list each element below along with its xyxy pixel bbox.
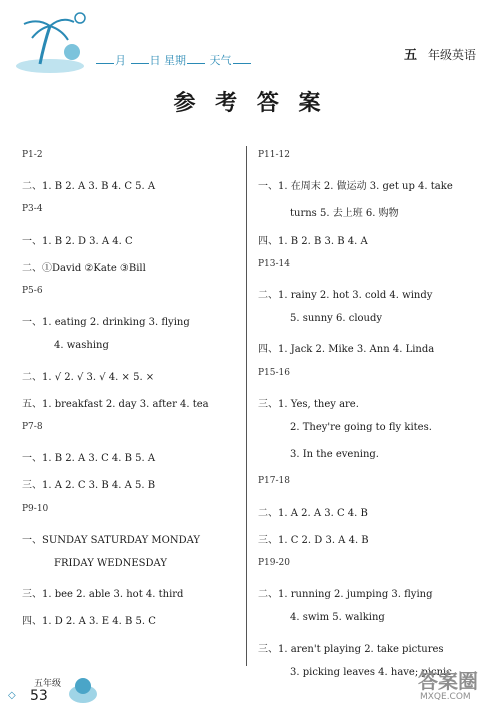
answer-line: 三、1. A 2. C 3. B 4. A 5. B [22,480,156,492]
month-label: 月 [115,54,126,67]
answer-line: 二、1. running 2. jumping 3. flying [258,589,433,601]
answer-line: 二、1. B 2. A 3. B 4. C 5. A [22,181,156,193]
answer-line: 4. washing [54,340,109,352]
answer-line: 一、1. 在周末 2. 做运动 3. get up 4. take [258,181,453,193]
section-page-label: P7-8 [22,422,43,432]
grade-subject-label: 年级英语 [428,48,477,62]
page-number: 53 [30,688,48,704]
answer-line: 4. swim 5. walking [290,612,385,624]
answer-line: 一、1. B 2. A 3. C 4. B 5. A [22,453,156,465]
answer-line: 3. picking leaves 4. have; picnic [290,666,452,678]
watermark-text: 答案圈 [418,669,478,693]
answer-line: 四、1. D 2. A 3. E 4. B 5. C [22,616,156,628]
answer-line: 二、1. rainy 2. hot 3. cold 4. windy [258,290,433,301]
answer-line: 一、1. eating 2. drinking 3. flying [22,317,190,329]
column-divider [246,146,247,666]
grade-badge: 五 [404,48,418,63]
section-page-label: P15-16 [258,367,291,378]
section-page-label: P3-4 [22,204,43,215]
footer-grade-label: 五年级 [34,679,62,689]
watermark-url: MXQE.COM [420,692,471,702]
page-header [0,0,500,80]
section-page-label: P13-14 [258,258,291,269]
section-page-label: P19-20 [258,558,291,568]
answer-line: 三、1. aren't playing 2. take pictures [258,643,444,655]
section-page-label: P17-18 [258,476,291,487]
answer-line: 5. sunny 6. cloudy [290,313,383,325]
section-page-label: P5-6 [22,286,43,296]
answer-line: 四、1. Jack 2. Mike 3. Ann 4. Linda [258,344,435,356]
palm-tree-icon [10,8,90,76]
weekday-label: 星期 [164,54,186,67]
section-page-label: P9-10 [22,503,49,514]
answer-line: 五、1. breakfast 2. day 3. after 4. tea [22,398,209,410]
section-page-label: P1-2 [22,150,43,160]
day-label: 日 [149,54,161,67]
page-title: 参 考 答 案 [173,91,327,116]
answer-line: 四、1. B 2. B 3. B 4. A [258,235,368,247]
answer-line: 三、1. bee 2. able 3. hot 4. third [22,589,184,601]
answer-line: 三、1. Yes, they are. [258,398,359,410]
answer-line: 二、1. A 2. A 3. C 4. B [258,507,368,519]
answer-line: 三、1. C 2. D 3. A 4. B [258,534,369,546]
answer-line: 二、1. √ 2. √ 3. √ 4. × 5. × [22,371,155,383]
answer-line: FRIDAY WEDNESDAY [54,558,167,569]
section-page-label: P11-12 [258,150,291,160]
answer-line: turns 5. 去上班 6. 购物 [290,208,399,220]
answer-line: 2. They're going to fly kites. [290,422,432,433]
footer-diamond-icon: ◇ [8,690,16,701]
answer-line: 二、①David ②Kate ③Bill [22,262,146,274]
answer-line: 一、SUNDAY SATURDAY MONDAY [22,534,201,546]
shell-icon [66,672,100,706]
answer-line: 3. In the evening. [290,449,379,461]
answer-line: 一、1. B 2. D 3. A 4. C [22,235,133,247]
weather-label: 天气 [209,54,232,67]
date-weather-fields [95,52,252,68]
